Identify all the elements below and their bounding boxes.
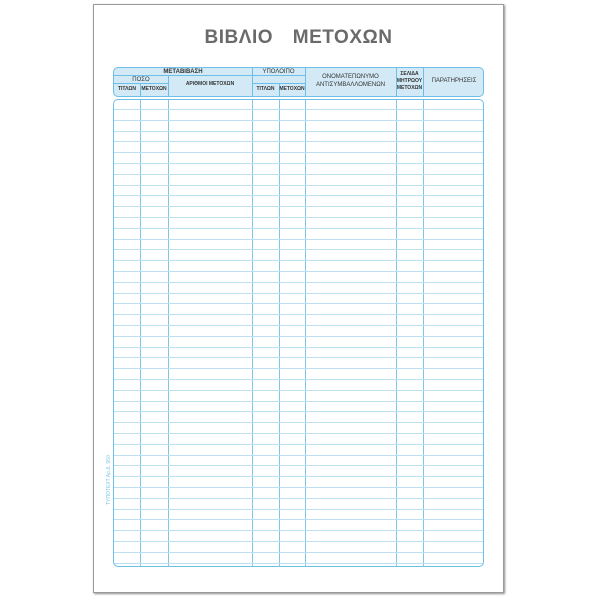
- header-poso: ΠΟΣΟ: [132, 77, 150, 83]
- ledger-body: [113, 99, 484, 567]
- row-rule: [114, 433, 483, 434]
- row-rule: [114, 185, 483, 186]
- header-selida-line2: ΜΗΤΡΩΟΥ: [396, 78, 423, 84]
- row-rule: [114, 368, 483, 369]
- column-rule: [279, 100, 280, 566]
- header-onomatep-line1: ΟΝΟΜΑΤΕΠΩΝΥΜΟ: [322, 74, 379, 80]
- header-onomatep-line2: ΑΝΤΙΣΥΜΒΑΛΛΟΜΕΝΩΝ: [315, 82, 386, 88]
- row-rule: [114, 347, 483, 348]
- row-rule: [114, 282, 483, 283]
- row-rule: [114, 141, 483, 142]
- header-metoxon-ypoloipo: ΜΕΤΟΧΩΝ: [279, 86, 305, 92]
- column-rule: [140, 100, 141, 566]
- row-rule: [114, 217, 483, 218]
- row-rule: [114, 303, 483, 304]
- row-rule: [114, 325, 483, 326]
- column-rule: [305, 100, 306, 566]
- row-rule: [114, 422, 483, 423]
- row-rule: [114, 249, 483, 250]
- row-rule: [114, 206, 483, 207]
- row-rule: [114, 195, 483, 196]
- row-rule: [114, 336, 483, 337]
- row-rule: [114, 519, 483, 520]
- row-rule: [114, 444, 483, 445]
- column-rule: [423, 100, 424, 566]
- row-rule: [114, 239, 483, 240]
- column-rule: [252, 100, 253, 566]
- table-header: [113, 67, 484, 97]
- header-metoxon: ΜΕΤΟΧΩΝ: [141, 86, 167, 92]
- row-rule: [114, 509, 483, 510]
- column-rule: [168, 100, 169, 566]
- row-rule: [114, 563, 483, 564]
- ledger-page: [93, 4, 504, 593]
- row-rule: [114, 487, 483, 488]
- row-rule: [114, 163, 483, 164]
- row-rule: [114, 498, 483, 499]
- row-rule: [114, 120, 483, 121]
- row-rule: [114, 455, 483, 456]
- header-titlon: ΤΙΤΛΩΝ: [117, 86, 137, 92]
- column-rule: [396, 100, 397, 566]
- row-rule: [114, 109, 483, 110]
- row-rule: [114, 465, 483, 466]
- row-rule: [114, 379, 483, 380]
- row-rule: [114, 131, 483, 132]
- header-selida-line1: ΣΕΛΙΔΑ: [400, 71, 419, 77]
- row-rule: [114, 228, 483, 229]
- header-selida-line3: ΜΕΤΟΧΩΝ: [396, 85, 423, 91]
- row-rule: [114, 293, 483, 294]
- header-metavivasi: ΜΕΤΑΒΙΒΑΣΗ: [163, 69, 203, 75]
- row-rule: [114, 476, 483, 477]
- header-divider: [252, 83, 305, 84]
- header-titlon-ypoloipo: ΤΙΤΛΩΝ: [256, 86, 275, 92]
- row-rule: [114, 152, 483, 153]
- header-ypoloipo: ΥΠΟΛΟΙΠΟ: [262, 69, 295, 75]
- row-rule: [114, 271, 483, 272]
- row-rule: [114, 390, 483, 391]
- header-paratiriseis: ΠΑΡΑΤΗΡΗΣΕΙΣ: [431, 78, 477, 84]
- row-rule: [114, 401, 483, 402]
- row-rule: [114, 552, 483, 553]
- row-rule: [114, 541, 483, 542]
- row-rule: [114, 260, 483, 261]
- row-rule: [114, 174, 483, 175]
- row-rule: [114, 530, 483, 531]
- row-rule: [114, 314, 483, 315]
- printer-mark: ΤΥΠΟΤΕΧΤ Αρ.Δ. 950: [106, 455, 112, 505]
- row-rule: [114, 411, 483, 412]
- row-rule: [114, 357, 483, 358]
- header-arithmoi: ΑΡΙΘΜΟΙ ΜΕΤΟΧΩΝ: [185, 81, 235, 87]
- page-title: ΒΙΒΛΙΟ ΜΕΤΟΧΩΝ: [204, 27, 393, 48]
